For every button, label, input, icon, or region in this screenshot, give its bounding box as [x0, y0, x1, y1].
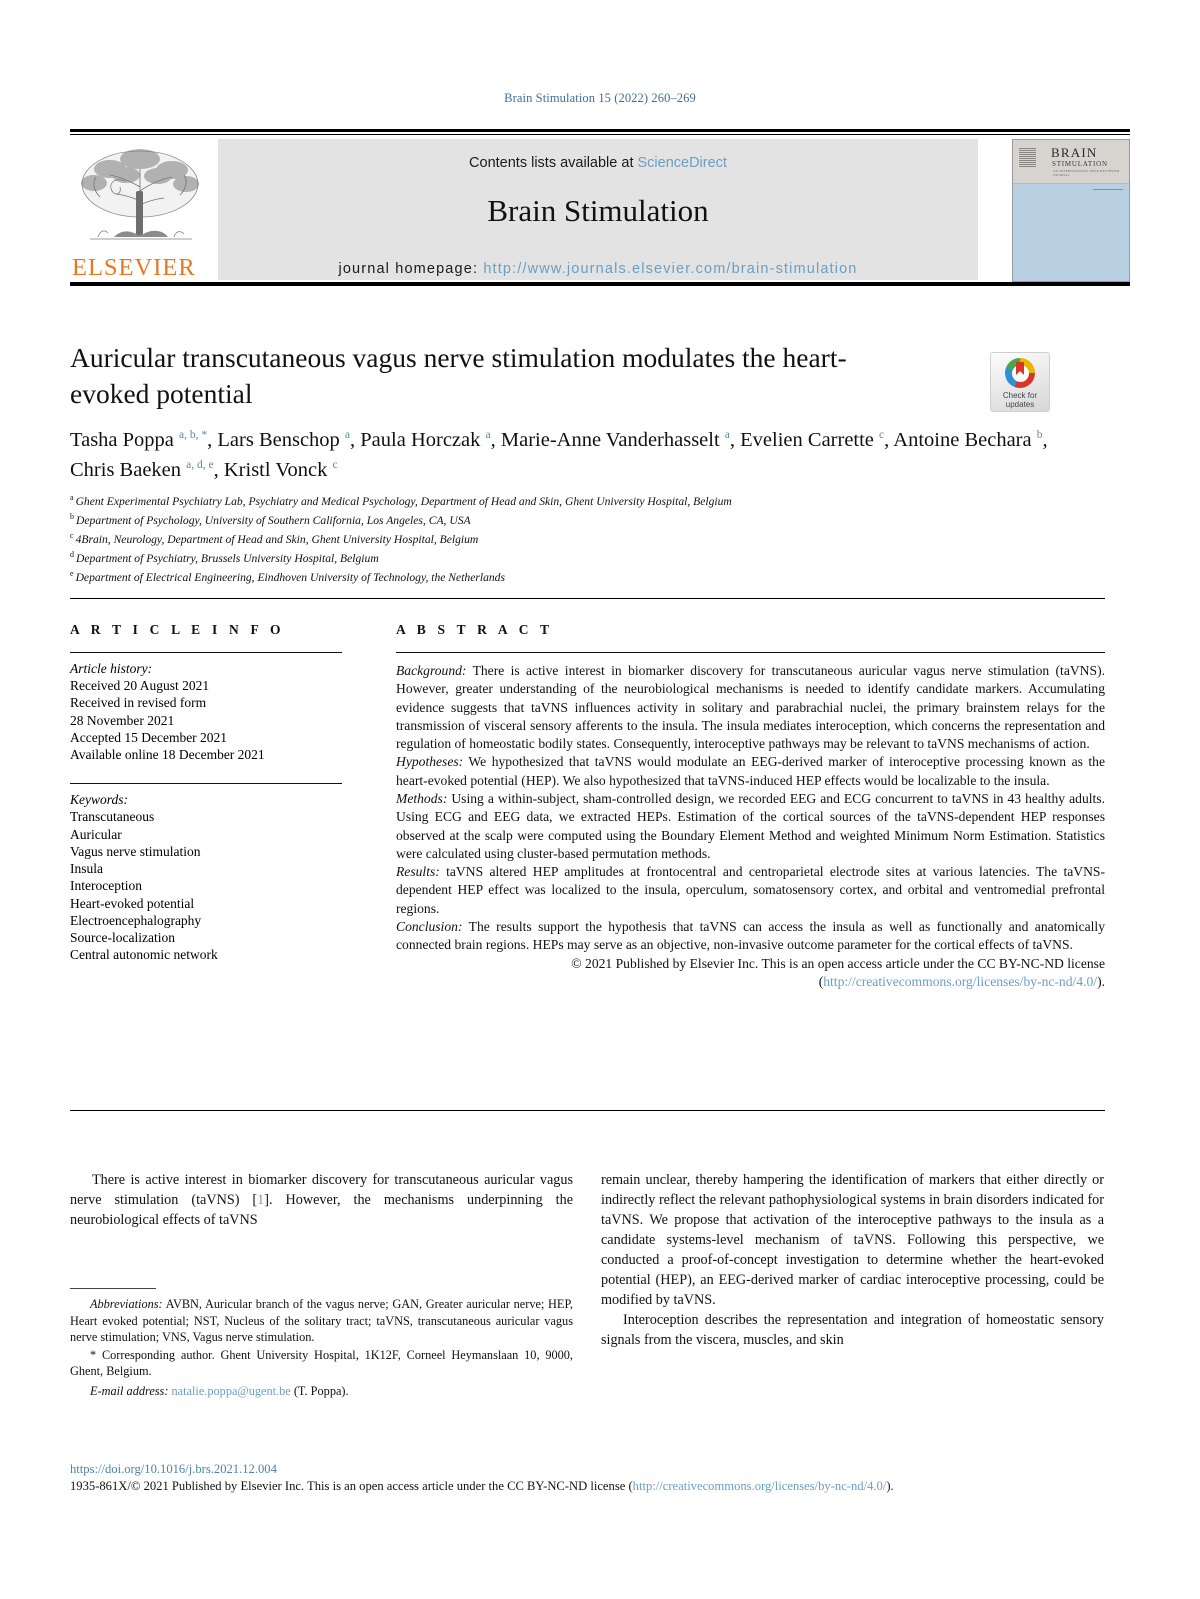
abstract-section-text: taVNS altered HEP amplitudes at frontocentral and centroparietal electrode sites at various latencies. The taVNS-dependent HEP effect was localized to the insula, operculum, somatosensory cortex, and orbital and ventromedial prefrontal regions.: [396, 864, 1105, 916]
masthead-rule-top-thin: [70, 134, 1130, 135]
homepage-label: journal homepage:: [338, 260, 484, 277]
keyword-item: Interoception: [70, 878, 142, 894]
elsevier-wordmark: ELSEVIER: [72, 253, 196, 281]
abstract-section-text: Using a within-subject, sham-controlled design, we recorded EEG and ECG concurrent to taVNS in 43 healthy adults. Using ECG and EEG data, we extracted HEPs. Estimation of the cortical sources of the taVNS-dependent HEP responses observed at the scalp were computed using the Boundary Element Method and weighted Minimum Norm Estimation. Statistics were calculated using cluster-based permutation methods.: [396, 790, 1105, 861]
affiliation-item: [70, 568, 1070, 587]
contents-available-line: [218, 139, 978, 171]
journal-title: Brain Stimulation: [487, 192, 709, 228]
author-name: Chris Baeken: [70, 459, 187, 482]
keyword-item: Transcutaneous: [70, 809, 155, 825]
abstract-section-label: Methods:: [396, 790, 448, 806]
info-abstract-rule-top: [70, 598, 1105, 599]
footnote-rule: [70, 1288, 156, 1289]
affiliation-text: 4Brain, Neurology, Department of Head and Skin, Ghent University Hospital, Belgium: [75, 532, 479, 546]
abstract-paragraph: [396, 863, 1105, 918]
abstract-section-label: Conclusion:: [396, 918, 463, 934]
affiliation-mark: e: [70, 569, 76, 579]
intro-paragraph-left: [70, 1170, 573, 1230]
footnote-abbreviations: [70, 1296, 573, 1346]
journal-homepage-line: [218, 261, 978, 277]
cover-subtitle: AN INTERNATIONAL PEER REVIEWED JOURNAL: [1053, 168, 1120, 177]
abstract-section: [396, 622, 1105, 991]
crossmark-label-line2: updates: [1005, 400, 1035, 410]
cover-title-line1: BRAIN: [1051, 144, 1098, 160]
keyword-item: Heart-evoked potential: [70, 895, 195, 911]
intro-text-before-citation: There is active interest in biomarker discovery for transcutaneous auricular vagus nerve stimulation (taVNS) [: [70, 1172, 573, 1209]
crossmark-ring-icon: [1005, 358, 1035, 388]
keywords-list: [70, 808, 370, 963]
crossmark-label-line1: Check for: [1002, 391, 1038, 400]
affiliation-text: Ghent Experimental Psychiatry Lab, Psychiatry and Medical Psychology, Department of Head and Skin, Ghent University Hospital, Belgium: [75, 494, 732, 508]
author-affiliation-mark: a: [344, 429, 351, 442]
affiliation-item: [70, 492, 1070, 511]
issn-tail: ).: [886, 1479, 894, 1493]
article-history-label: Article history:: [70, 661, 153, 676]
abstract-paragraph: [396, 662, 1105, 753]
affiliation-list: [70, 492, 1070, 587]
intro-paragraph-right-2: Interoception describes the representation and integration of homeostatic sensory signals from the viscera, muscles, and skin: [601, 1312, 1104, 1349]
keywords-label: Keywords:: [70, 792, 128, 808]
affiliation-mark: c: [70, 531, 76, 541]
keyword-item: Auricular: [70, 826, 122, 842]
author-affiliation-mark: b: [1036, 429, 1043, 442]
license-link[interactable]: http://creativecommons.org/licenses/by-nc-nd/4.0/: [632, 1479, 887, 1493]
abstract-copyright-text: © 2021 Published by Elsevier Inc. This is an open access article under the CC BY-NC-ND license (: [571, 955, 1105, 989]
abstract-section-label: Results:: [396, 864, 440, 880]
crossmark-badge[interactable]: [990, 352, 1050, 412]
body-column-right: [601, 1170, 1104, 1350]
footnote-section: [70, 1296, 573, 1401]
author-separator: ,: [207, 429, 218, 451]
crossmark-label: [991, 391, 1049, 409]
article-history-item: Received 20 August 2021: [70, 678, 210, 693]
affiliation-item: [70, 530, 1070, 549]
author-affiliation-mark: a, d, e: [186, 459, 214, 472]
affiliation-item: [70, 511, 1070, 530]
article-history-list: [70, 677, 370, 763]
affiliation-item: [70, 549, 1070, 568]
issn-text: 1935-861X/© 2021 Published by Elsevier Inc. This is an open access article under the CC BY-NC-ND license (: [70, 1479, 633, 1493]
citation-link[interactable]: 1: [257, 1192, 265, 1209]
affiliation-mark: a: [70, 493, 76, 502]
abbreviations-label: Abbreviations:: [90, 1297, 163, 1311]
abstract-copyright-tail: ).: [1097, 973, 1105, 989]
abstract-license-link[interactable]: http://creativecommons.org/licenses/by-nc-nd/4.0/: [823, 973, 1098, 989]
abstract-section-text: The results support the hypothesis that taVNS can access the insula as well as functionally and anatomically connected brain regions. HEPs may serve as an objective, non-invasive outcome parameter for the cortical effects of taVNS.: [396, 918, 1105, 953]
affiliation-text: Department of Psychology, University of Southern California, Los Angeles, CA, USA: [76, 513, 471, 527]
author-affiliation-mark: c: [332, 459, 338, 472]
journal-homepage-link[interactable]: http://www.journals.elsevier.com/brain-stimulation: [483, 260, 858, 277]
keyword-item: Vagus nerve stimulation: [70, 843, 201, 859]
abstract-paragraph: [396, 790, 1105, 863]
body-column-left: [70, 1170, 573, 1230]
author-separator: ,: [884, 429, 894, 451]
keyword-item: Electroencephalography: [70, 912, 202, 928]
author-name: Lars Benschop: [217, 429, 345, 451]
abstract-section-label: Background:: [396, 663, 467, 678]
affiliation-mark: b: [70, 512, 76, 522]
article-info-rule: [70, 652, 342, 653]
keyword-item: Insula: [70, 861, 103, 877]
abstract-copyright: [396, 955, 1105, 992]
sciencedirect-link[interactable]: ScienceDirect: [637, 154, 727, 171]
footnote-email: [70, 1383, 573, 1400]
contents-prefix: Contents lists available at: [469, 154, 638, 171]
info-abstract-rule-bottom: [70, 1110, 1105, 1111]
author-name: Kristl Vonck: [223, 459, 333, 482]
author-name: Evelien Carrette: [740, 429, 880, 451]
footnote-corresponding-author: * Corresponding author. Ghent University Hospital, 1K12F, Corneel Heymanslaan 10, 9000, Ghent, Belgium.: [70, 1347, 573, 1379]
author-separator: ,: [490, 429, 501, 451]
affiliation-text: Department of Electrical Engineering, Eindhoven University of Technology, the Netherlands: [75, 571, 505, 585]
author-affiliation-mark: a: [724, 429, 730, 442]
journal-masthead: [70, 129, 1130, 284]
cover-title-line2: STIMULATION: [1052, 159, 1108, 168]
intro-paragraph-right-1: remain unclear, thereby hampering the identification of markers that either directly or indirectly reflect the relevant pathophysiological systems in brain disorders indicated for taVNS. We propose that activation of the interoceptive pathways to the insula as a candidate systems-level mechanism of taVNS. Following this perspective, we conducted a proof-of-concept investigation to determine whether the heart-evoked potential (HEP), an EEG-derived marker of cardiac interoceptive processing, could be modified by taVNS.: [601, 1172, 1104, 1309]
article-info-section: [70, 622, 370, 964]
author-name: Paula Horczak: [360, 429, 486, 451]
email-link[interactable]: natalie.poppa@ugent.be: [171, 1383, 291, 1398]
elsevier-tree-icon: [70, 139, 210, 257]
article-history-item: Available online 18 December 2021: [70, 747, 265, 763]
masthead-rule-top: [70, 129, 1130, 132]
abstract-body: [396, 662, 1105, 955]
author-affiliation-mark: a, b, *: [179, 429, 208, 442]
author-list: [70, 425, 1070, 486]
affiliation-mark: d: [70, 550, 76, 560]
doi-link[interactable]: https://doi.org/10.1016/j.brs.2021.12.004: [70, 1462, 277, 1476]
crossmark-bookmark-icon: [1016, 362, 1024, 375]
intro-text-after-citation: ]. However, the mechanisms underpinning the neurobiological effects of taVNS: [70, 1192, 573, 1229]
issn-license-line: [70, 1479, 1105, 1494]
abstract-paragraph: [396, 918, 1105, 955]
article-history-item: Accepted 15 December 2021: [70, 729, 228, 745]
author-name: Marie-Anne Vanderhasselt: [500, 429, 725, 451]
running-head: Brain Stimulation 15 (2022) 260–269: [504, 91, 696, 105]
article-info-heading: A R T I C L E I N F O: [70, 622, 285, 637]
journal-cover-thumbnail: [1012, 139, 1130, 282]
cover-divider: [1093, 189, 1123, 190]
abstract-rule: [396, 652, 1105, 653]
author-affiliation-mark: c: [879, 429, 885, 442]
article-history-item: 28 November 2021: [70, 712, 175, 728]
keywords-rule: [70, 783, 342, 784]
author-name: Tasha Poppa: [70, 429, 180, 451]
keyword-item: Central autonomic network: [70, 947, 218, 963]
author-separator: ,: [1042, 429, 1048, 451]
author-name: Antoine Bechara: [893, 429, 1037, 451]
author-separator: ,: [729, 429, 741, 451]
abstract-section-text: There is active interest in biomarker discovery for transcutaneous auricular vagus nerve stimulation (taVNS). However, greater understanding of the neurobiological mechanisms is needed to identify candidate markers. Accumulating evidence suggests that taVNS influences activity in solitary and parabrachial nuclei, the primary brainstem relays for the transmission of visceral sensory afferents to the insula. The insula mediates interoception, which concerns the representation and regulation of homeostatic bodily states. Consequently, interoceptive pathways may be relevant to taVNS mechanisms of action.: [396, 663, 1105, 752]
masthead-rule-bottom: [70, 282, 1130, 286]
abstract-section-text: We hypothesized that taVNS would modulate an EEG-derived marker of interoceptive processing known as the heart-evoked potential (HEP). We also hypothesized that taVNS-induced HEP effects would be localizable to the insula.: [396, 754, 1105, 788]
elsevier-logo: [70, 139, 210, 284]
abstract-paragraph: [396, 753, 1105, 790]
doi-line: [70, 1462, 1105, 1477]
author-affiliation-mark: a: [485, 429, 491, 442]
journal-banner: [218, 139, 978, 280]
cover-header: [1013, 140, 1129, 184]
abstract-heading: A B S T R A C T: [396, 622, 554, 637]
author-separator: ,: [213, 459, 224, 482]
cover-elsevier-icon: [1019, 148, 1036, 167]
email-tail: (T. Poppa).: [290, 1383, 349, 1398]
affiliation-text: Department of Psychiatry, Brussels University Hospital, Belgium: [76, 552, 379, 565]
email-label: E-mail address:: [90, 1383, 169, 1398]
abbreviations-text: AVBN, Auricular branch of the vagus nerve; GAN, Greater auricular nerve; HEP, Heart evoked potential; NST, Nucleus of the solitary tract; taVNS, transcutaneous auricular vagus nerve stimulation; VNS, Vagus nerve stimulation.: [70, 1297, 573, 1345]
abstract-section-label: Hypotheses:: [396, 754, 464, 770]
page-title: Auricular transcutaneous vagus nerve stimulation modulates the heart-evoked potential: [70, 342, 847, 410]
page-footer: [70, 1462, 1105, 1494]
keyword-item: Source-localization: [70, 930, 175, 946]
article-history-item: Received in revised form: [70, 695, 207, 711]
author-separator: ,: [350, 429, 361, 451]
